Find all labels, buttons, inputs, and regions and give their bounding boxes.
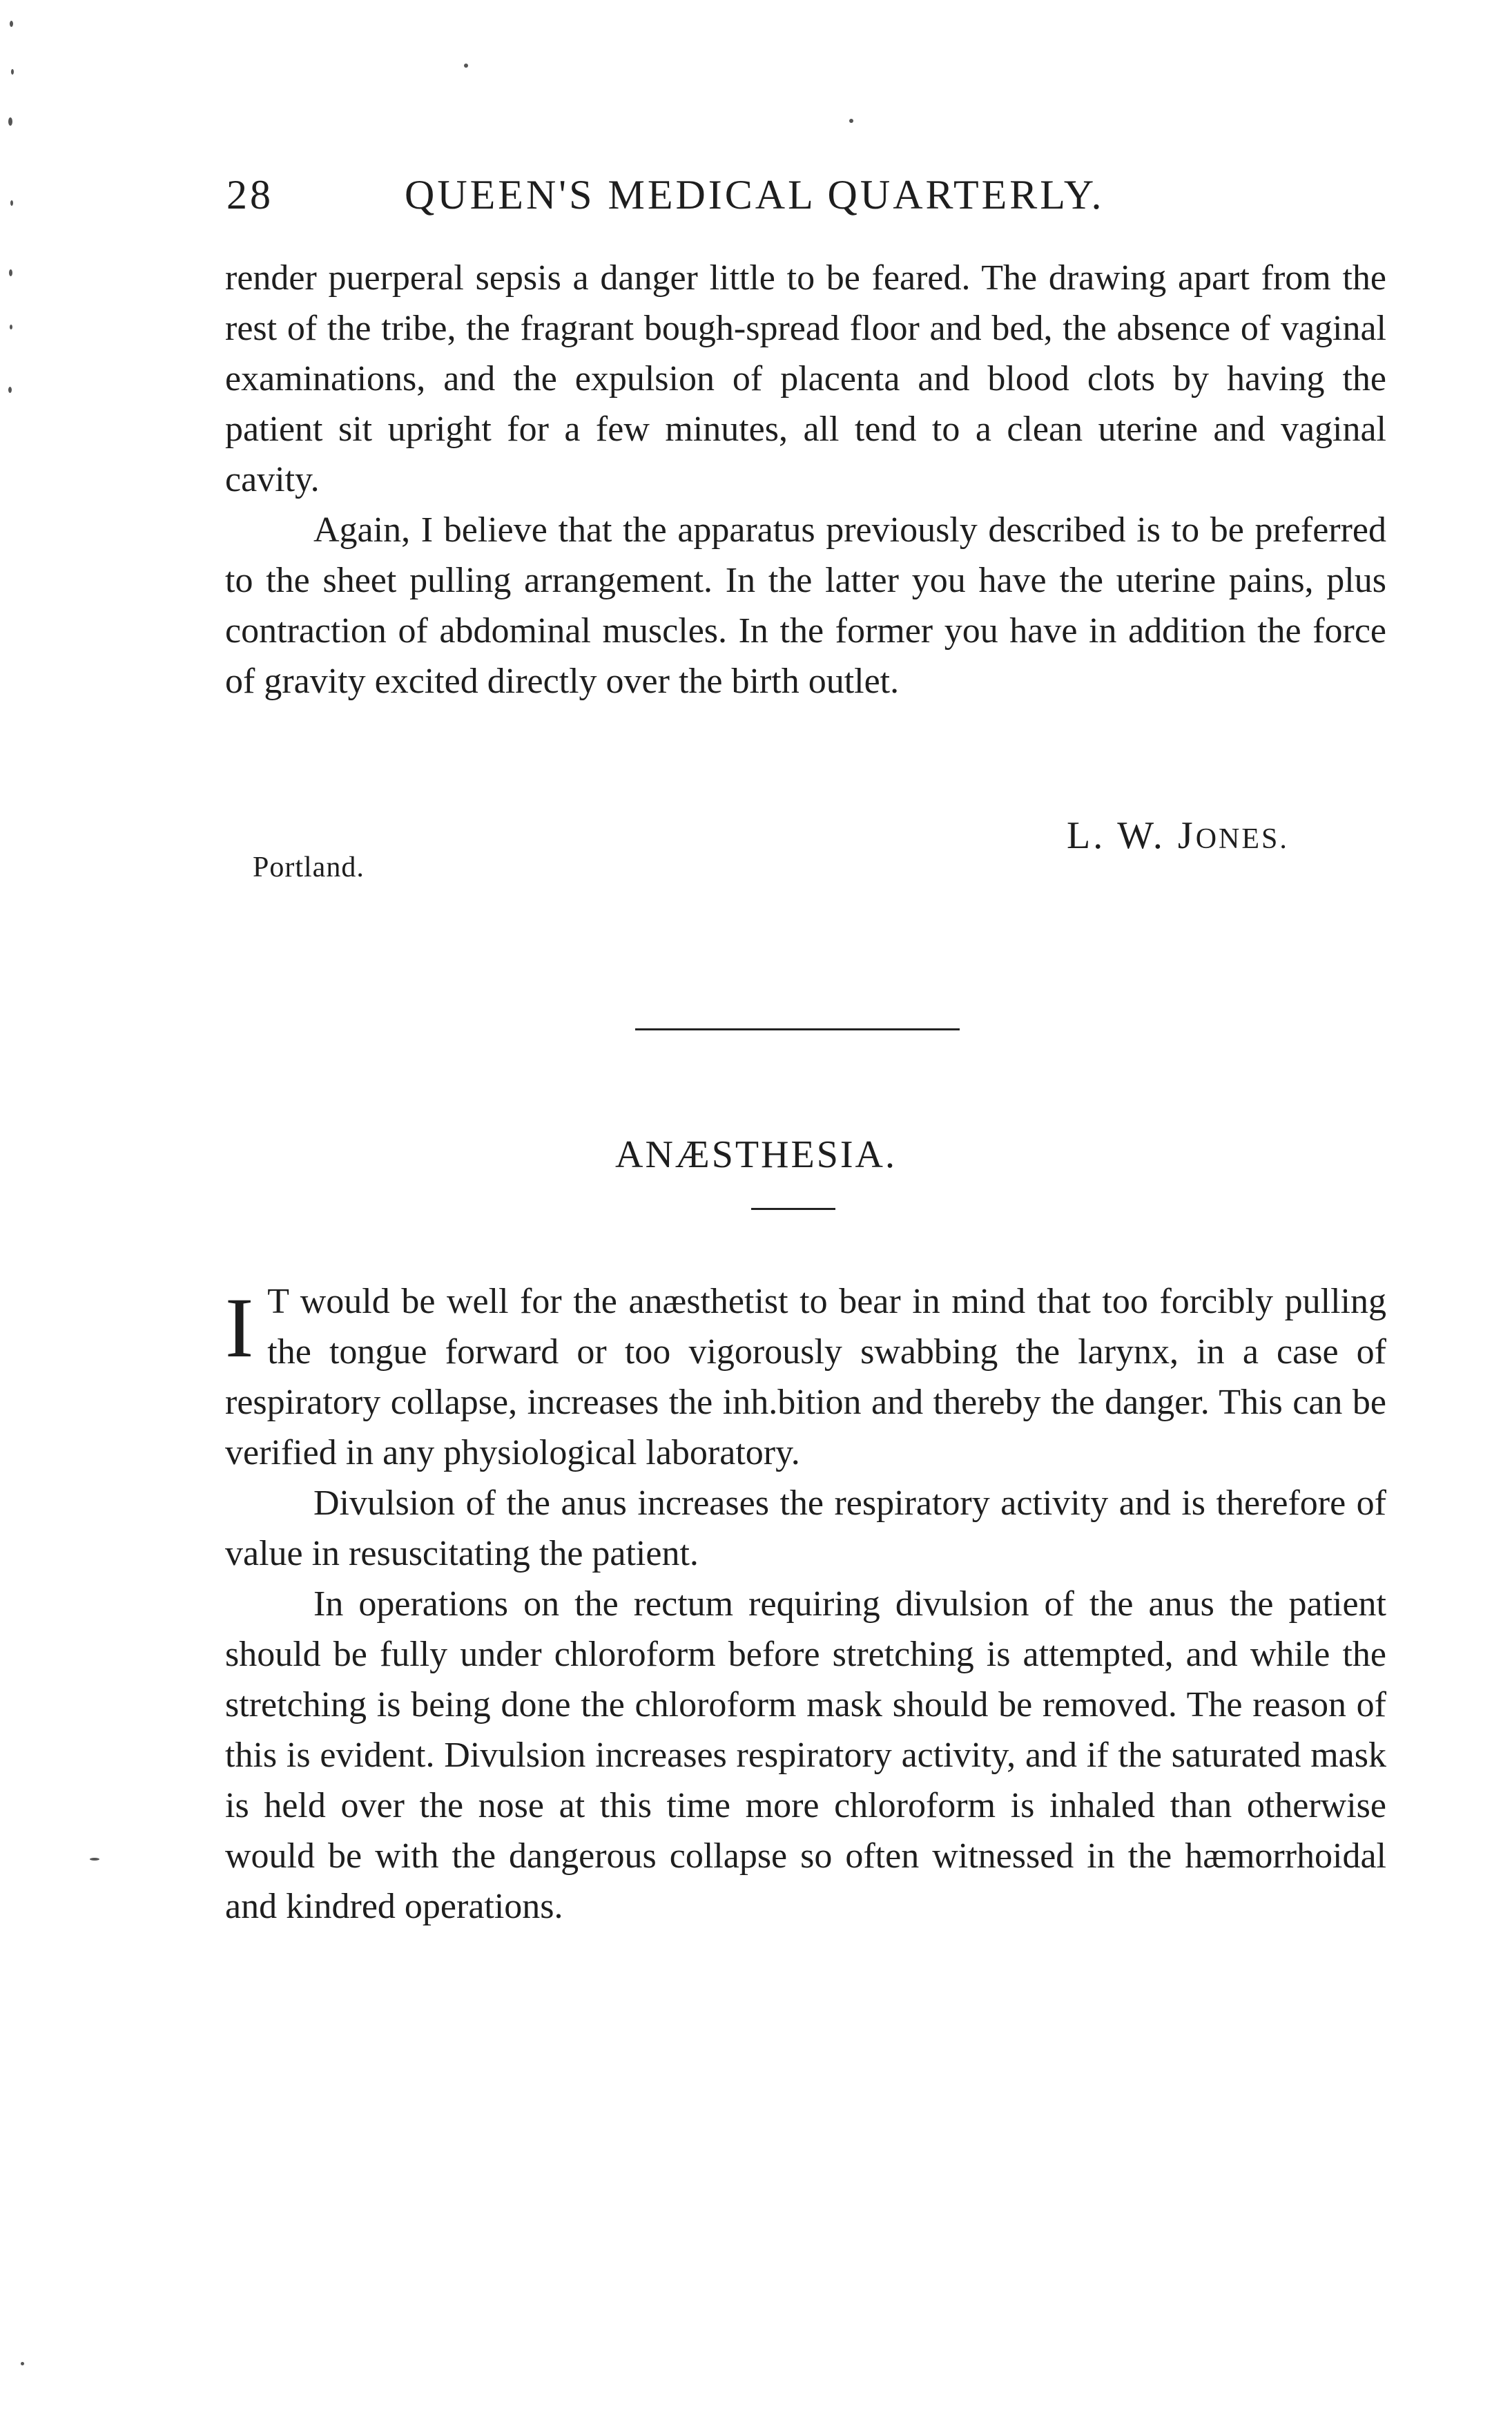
scan-speck [90, 1858, 99, 1861]
scan-speck [9, 269, 12, 276]
scan-speck [8, 117, 12, 126]
first-paragraph-text: T would be well for the anæsthetist to bear in mind that too forcibly pulling the tongue forward or too vigorously swabbing the larynx, in a case of respiratory collapse, increases the inh.bition and thereby the danger. This can be verified in any physiological laboratory. [225, 1282, 1386, 1472]
drop-cap: I [225, 1280, 254, 1375]
section-title: ANÆSTHESIA. [615, 1133, 897, 1176]
journal-title: QUEEN'S MEDICAL QUARTERLY. [405, 172, 1105, 218]
previous-article-text [225, 253, 1386, 707]
scan-speck [10, 325, 12, 329]
paragraph: Divulsion of the anus increases the respiratory activity and is therefore of value in resuscitating the patient. [225, 1483, 1386, 1573]
title-underline [751, 1208, 835, 1210]
page-number: 28 [226, 172, 273, 218]
signature-surname: ONES. [1195, 823, 1289, 855]
scan-speck [8, 387, 12, 393]
paragraph: render puerperal sepsis a danger little to be feared. The drawing apart from the rest of the tribe, the fragrant bough-spread floor and bed, the absence of vaginal examinations, and the expulsion of placenta and blood clots by having the patient sit upright for a few minutes, all tend to a clean uterine and vaginal cavity. [225, 258, 1386, 499]
scan-speck [10, 200, 13, 206]
section-divider [635, 1028, 960, 1030]
paragraph: In operations on the rectum requiring divulsion of the anus the patient should be fully under chloroform before stretching is attempted, and while the stretching is being done the chloroform mask should be removed. The reason of this is evident. Divulsion increases respiratory activity, and if the saturated mask is held over the nose at this time more chloroform is inhaled than otherwise would be with the dangerous collapse so often witnessed in the hæmorrhoidal and kindred operations. [225, 1584, 1386, 1926]
scan-speck [11, 69, 14, 75]
scan-speck [10, 21, 13, 27]
scan-speck [849, 119, 853, 123]
author-location: Portland. [253, 852, 365, 883]
scan-speck [464, 64, 468, 68]
author-signature [1067, 814, 1289, 858]
paragraph [225, 1276, 1386, 1478]
paragraph: Again, I believe that the apparatus previously described is to be preferred to the sheet pulling arrangement. In the latter you have the uterine pains, plus contraction of abdominal muscles. In the former you have in addition the force of gravity excited directly over the birth outlet. [225, 510, 1386, 701]
scan-speck [21, 2362, 24, 2365]
signature-initials: L. W. J [1067, 814, 1196, 857]
anaesthesia-article-text [225, 1276, 1386, 1932]
